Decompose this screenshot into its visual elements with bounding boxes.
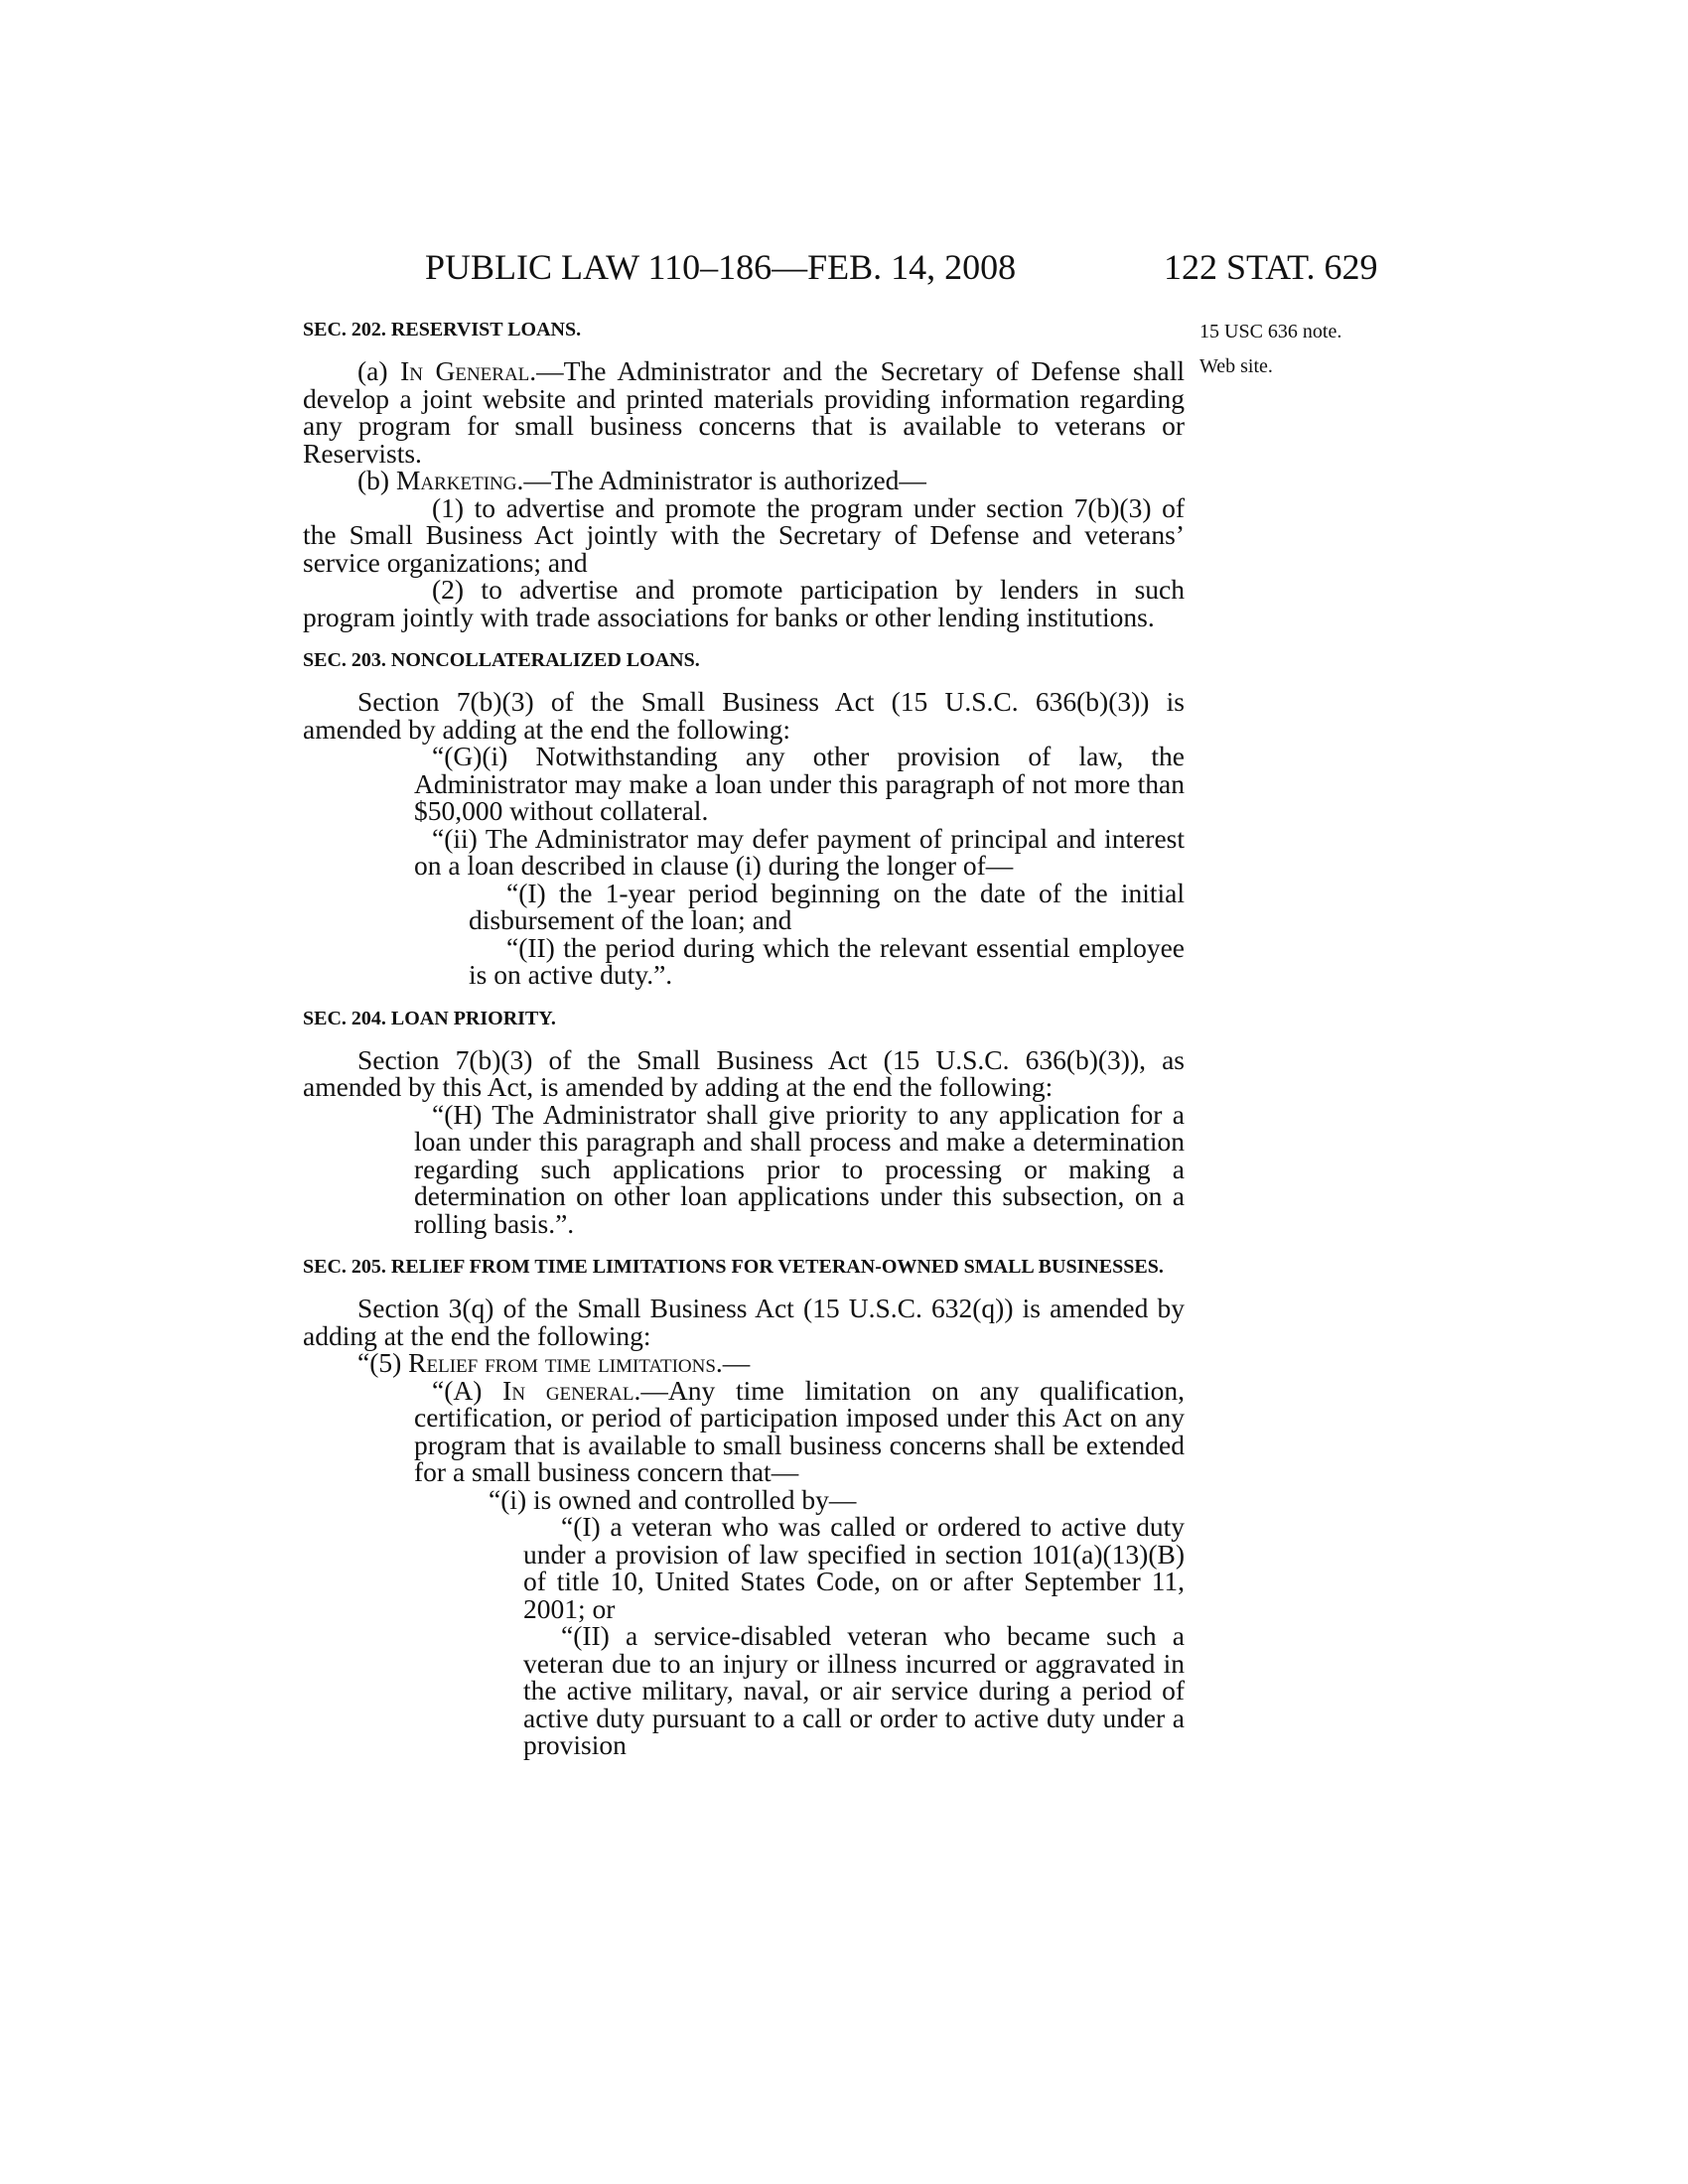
sec202-subsection-a (303, 357, 1185, 467)
page-statute-citation: 122 STAT. 629 (1164, 247, 1378, 287)
sec204-subparagraph-h: “(H) The Administrator shall give priority to any application for a loan under this paragraph and shall process and make a determination regarding such applications prior to processing or making a determination on other loan applications under this subsection, on a rolling basis.”. (414, 1098, 1185, 1239)
section-heading-203: SEC. 203. NONCOLLATERALIZED LOANS. (303, 649, 700, 671)
sec202-b-caption: Marketing (395, 465, 517, 495)
sec202-b-label: (b) (357, 465, 396, 495)
sec205-subparagraph-A (303, 1374, 1185, 1487)
section-heading-202: SEC. 202. RESERVIST LOANS. (303, 319, 582, 341)
sec202-a-caption: In General (400, 355, 530, 386)
section-heading-205: SEC. 205. RELIEF FROM TIME LIMITATIONS FOR VETERAN-OWNED SMALL BUSINESSES. (303, 1256, 1164, 1278)
sec204-intro: Section 7(b)(3) of the Small Business Act (15 U.S.C. 636(b)(3)), as amended by this Act, is amended by adding at the end the following: (303, 1043, 1185, 1102)
sec203-clause-g-i: “(G)(i) Notwithstanding any other provision of law, the Administrator may make a loan under this paragraph of not more than $50,000 without collateral. (414, 741, 1185, 826)
sec205-p5-caption: Relief from time limitations (408, 1347, 716, 1378)
running-header: PUBLIC LAW 110–186—FEB. 14, 2008 (425, 247, 1017, 287)
sec202-paragraph-b2: (2) to advertise and promote participation by lenders in such program jointly with trade associations for banks or other lending institutions. (303, 574, 1185, 632)
margin-note-website: Web site. (1199, 355, 1273, 377)
sec205-A-caption: In general (502, 1374, 634, 1406)
sec202-a-label: (a) (357, 355, 401, 386)
sec205-p5-dash: .— (715, 1347, 751, 1378)
sec205-subclause-II: “(II) a service-disabled veteran who became such a veteran due to an injury or illness incurred or aggravated in the active military, naval, or air service during a period of active duty pursuant to a call or order to active duty under a provision (523, 1620, 1185, 1760)
sec205-intro: Section 3(q) of the Small Business Act (15 U.S.C. 632(q)) is amended by adding at the end the following: (303, 1293, 1185, 1351)
sec202-paragraph-b1: (1) to advertise and promote the program under section 7(b)(3) of the Small Business Act jointly with the Secretary of Defense and veterans’ service organizations; and (303, 491, 1185, 578)
sec205-p5-label: “(5) (357, 1347, 409, 1378)
sec203-intro: Section 7(b)(3) of the Small Business Act (15 U.S.C. 636(b)(3)) is amended by adding at the end the following: (303, 686, 1185, 745)
sec205-A-text: .—Any time limitation on any qualification, certification, or period of participation imposed under this Act on any program that is available to small business concerns shall be extended for a small business concern that— (414, 1374, 1185, 1487)
sec205-clause-i: “(i) is owned and controlled by— (489, 1483, 857, 1515)
sec202-subsection-b (303, 467, 1185, 494)
sec205-subclause-I: “(I) a veteran who was called or ordered to active duty under a provision of law specified in section 101(a)(13)(B) of title 10, United States Code, on or after September 11, 2001; or (523, 1511, 1185, 1624)
sec203-subclause-II: “(II) the period during which the relevant essential employee is on active duty.”. (469, 931, 1185, 990)
document-body (303, 318, 1185, 1759)
section-heading-204: SEC. 204. LOAN PRIORITY. (303, 1007, 556, 1029)
sec202-b-text: .—The Administrator is authorized— (516, 465, 926, 495)
sec203-subclause-I: “(I) the 1-year period beginning on the date of the initial disbursement of the loan; and (469, 877, 1185, 935)
sec202-a-text: .—The Administrator and the Secretary of Defense shall develop a joint website and printed materials providing information regarding any program for small business concerns that is available to veterans or Reservists. (303, 355, 1185, 469)
margin-note-usc: 15 USC 636 note. (1199, 321, 1342, 342)
sec203-clause-g-ii: “(ii) The Administrator may defer payment of principal and interest on a loan described in clause (i) during the longer of— (414, 822, 1185, 881)
sec205-paragraph-5 (303, 1349, 1185, 1377)
sec205-A-label: “(A) (432, 1374, 503, 1406)
